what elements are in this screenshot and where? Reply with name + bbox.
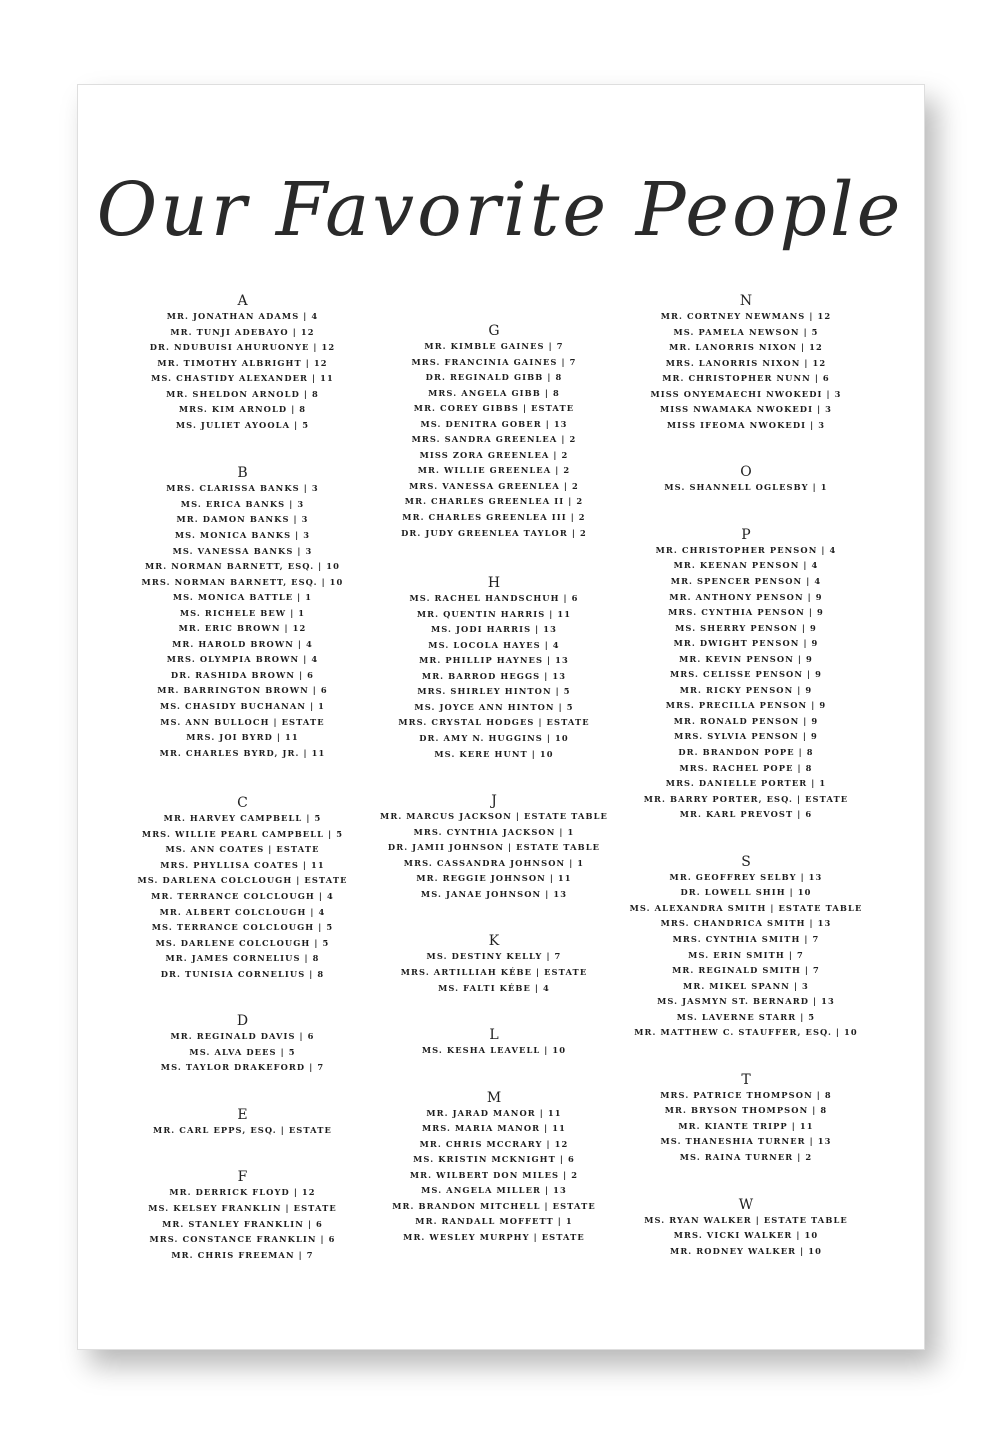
guest-entry: MR. MIKEL SPANN | 3 — [683, 980, 809, 991]
guest-entry: MR. SPENCER PENSON | 4 — [670, 576, 822, 587]
guest-entry: MR. WILBERT DON MILES | 2 — [409, 1169, 579, 1180]
column-right — [625, 293, 867, 1259]
group-letter: P — [741, 526, 751, 543]
guest-entry: MR. JONATHAN ADAMS | 4 — [166, 311, 319, 321]
group-m — [370, 1090, 618, 1246]
guest-entry: MS. ALVA DEES | 5 — [189, 1046, 296, 1057]
guest-entry: MRS. SANDRA GREENLEA | 2 — [411, 434, 577, 445]
guest-entry: MR. JAMES CORNELIUS | 8 — [165, 953, 320, 964]
guest-entry: MR. KIMBLE GAINES | 7 — [424, 341, 564, 351]
guest-entry: MR. REGINALD SMITH | 7 — [672, 965, 820, 976]
guest-entry: MRS. RACHEL POPE | 8 — [679, 762, 813, 773]
guest-entry: MRS. VANESSA GREENLEA | 2 — [409, 480, 579, 491]
guest-entry: MS. RYAN WALKER | ESTATE TABLE — [644, 1214, 848, 1225]
guest-entry: MS. DARLENE COLCLOUGH | 5 — [155, 937, 330, 948]
guest-entry: MS. JULIET AYOOLA | 5 — [175, 419, 310, 430]
group-g — [370, 323, 618, 541]
guest-entry: MISS ONYEMAECHI NWOKEDI | 3 — [650, 388, 842, 399]
guest-entry: MS. KESHA LEAVELL | 10 — [421, 1045, 567, 1056]
group-b — [120, 465, 365, 761]
guest-entry: MR. RONALD PENSON | 9 — [673, 715, 819, 726]
guest-entry: MRS. LANORRIS NIXON | 12 — [665, 357, 827, 368]
guest-entry: MRS. PATRICE THOMPSON | 8 — [660, 1089, 832, 1100]
group-h — [370, 575, 618, 762]
guest-entry: MS. PAMELA NEWSON | 5 — [673, 326, 819, 337]
guest-entry: MR. WESLEY MURPHY | ESTATE — [403, 1231, 585, 1242]
guest-entry: MS. ANN COATES | ESTATE — [165, 844, 320, 855]
guest-entry: MR. STANLEY FRANKLIN | 6 — [162, 1218, 323, 1229]
guest-entry: MR. DWIGHT PENSON | 9 — [673, 638, 819, 649]
guest-entry: MR. BRYSON THOMPSON | 8 — [664, 1105, 828, 1116]
group-t — [625, 1072, 867, 1166]
guest-entry: DR. AMY N. HUGGINS | 10 — [419, 733, 569, 744]
group-a — [120, 293, 365, 433]
guest-entry: MR. BRANDON MITCHELL | ESTATE — [392, 1200, 596, 1211]
group-letter: A — [237, 293, 248, 309]
guest-entry: DR. TUNISIA CORNELIUS | 8 — [160, 968, 325, 979]
guest-entry: MRS. VICKI WALKER | 10 — [673, 1230, 819, 1241]
group-letter: T — [741, 1071, 751, 1088]
group-letter: W — [738, 1196, 754, 1213]
guest-entry: DR. REGINALD GIBB | 8 — [425, 372, 563, 383]
guest-entry: MS. RACHEL HANDSCHUH | 6 — [409, 593, 579, 604]
guest-entry: MRS. OLYMPIA BROWN | 4 — [166, 654, 319, 665]
guest-entry: DR. JUDY GREENLEA TAYLOR | 2 — [401, 527, 587, 538]
guest-entry: MS. ERICA BANKS | 3 — [180, 498, 305, 509]
column-left — [120, 293, 365, 1263]
group-e — [120, 1107, 365, 1139]
guest-entry: MS. ANGELA MILLER | 13 — [421, 1185, 567, 1196]
guest-entry: MS. SHANNELL OGLESBY | 1 — [664, 482, 828, 493]
guest-entry: MRS. ANGELA GIBB | 8 — [428, 387, 560, 398]
guest-entry: MS. SHERRY PENSON | 9 — [675, 622, 817, 633]
guest-entry: MR. RODNEY WALKER | 10 — [670, 1245, 822, 1256]
group-letter: K — [488, 933, 500, 950]
guest-entry: MR. BARRY PORTER, ESQ. | ESTATE — [643, 793, 849, 804]
group-d — [120, 1013, 365, 1076]
guest-entry: MR. COREY GIBBS | ESTATE — [413, 403, 575, 414]
guest-entry: MS. ERIN SMITH | 7 — [688, 949, 804, 960]
guest-entry: MS. MONICA BATTLE | 1 — [172, 592, 313, 603]
group-letter: M — [486, 1089, 502, 1106]
group-letter: E — [237, 1106, 248, 1123]
guest-entry: MS. RICHELE BEW | 1 — [179, 607, 306, 618]
guest-entry: MR. REGINALD DAVIS | 6 — [170, 1031, 315, 1042]
guest-entry: MRS. CASSANDRA JOHNSON | 1 — [403, 857, 585, 868]
guest-entry: MR. WILLIE GREENLEA | 2 — [417, 465, 571, 476]
guest-entry: MS. KELSEY FRANKLIN | ESTATE — [148, 1202, 337, 1213]
guest-entry: MS. THANESHIA TURNER | 13 — [660, 1136, 832, 1147]
guest-entry: MR. MARCUS JACKSON | ESTATE TABLE — [380, 811, 608, 822]
guest-entry: MR. HAROLD BROWN | 4 — [172, 638, 313, 649]
guest-entry: MRS. KIM ARNOLD | 8 — [178, 404, 307, 415]
guest-entry: MRS. DANIELLE PORTER | 1 — [665, 778, 827, 789]
guest-entry: MR. KEENAN PENSON | 4 — [673, 560, 819, 571]
guest-entry: MRS. NORMAN BARNETT, ESQ. | 10 — [141, 576, 344, 587]
group-j — [370, 793, 618, 902]
guest-entry: MR. CHRISTOPHER NUNN | 6 — [662, 373, 830, 384]
guest-entry: MR. KEVIN PENSON | 9 — [679, 653, 813, 664]
guest-entry: MR. CHARLES BYRD, JR. | 11 — [159, 747, 326, 758]
guest-entry: MR. CHARLES GREENLEA II | 2 — [404, 496, 584, 507]
guest-entry: MR. DERRICK FLOYD | 12 — [169, 1187, 316, 1198]
guest-entry: MS. TERRANCE COLCLOUGH | 5 — [151, 922, 334, 933]
guest-entry: MR. RICKY PENSON | 9 — [679, 684, 813, 695]
guest-entry: MS. DENITRA GOBER | 13 — [420, 418, 568, 429]
guest-entry: MS. LOCOLA HAYES | 4 — [428, 639, 560, 650]
group-letter: G — [488, 323, 500, 339]
guest-entry: MR. CARL EPPS, ESQ. | ESTATE — [153, 1124, 332, 1135]
guest-entry: MRS. CELISSE PENSON | 9 — [669, 669, 823, 680]
guest-entry: MS. JODI HARRIS | 13 — [430, 624, 558, 635]
group-letter: D — [236, 1013, 249, 1030]
group-letter: B — [237, 465, 248, 482]
group-w — [625, 1197, 867, 1260]
guest-entry: MR. TIMOTHY ALBRIGHT | 12 — [157, 357, 328, 368]
group-letter: O — [740, 464, 752, 481]
guest-entry: MS. JANAE JOHNSON | 13 — [420, 888, 568, 899]
guest-entry: MR. ANTHONY PENSON | 9 — [669, 591, 823, 602]
guest-entry: MR. LANORRIS NIXON | 12 — [669, 342, 823, 353]
guest-entry: MS. CHASTIDY ALEXANDER | 11 — [151, 373, 334, 384]
group-letter: C — [237, 795, 248, 812]
guest-entry: MS. LAVERNE STARR | 5 — [676, 1011, 816, 1022]
guest-entry: MRS. JOI BYRD | 11 — [186, 732, 299, 743]
guest-entry: MS. TAYLOR DRAKEFORD | 7 — [160, 1062, 325, 1073]
guest-entry: MRS. CHANDRICA SMITH | 13 — [660, 918, 832, 929]
guest-entry: MRS. CONSTANCE FRANKLIN | 6 — [149, 1234, 336, 1245]
guest-entry: MR. CORTNEY NEWMANS | 12 — [660, 311, 832, 321]
guest-entry: MRS. MARIA MANOR | 11 — [421, 1123, 567, 1134]
guest-entry: MR. CHARLES GREENLEA III | 2 — [402, 512, 586, 523]
guest-entry: MR. BARRINGTON BROWN | 6 — [157, 685, 328, 696]
guest-entry: MR. HARVEY CAMPBELL | 5 — [163, 813, 322, 824]
column-middle — [370, 323, 618, 1246]
guest-entry: MR. QUENTIN HARRIS | 11 — [416, 608, 572, 619]
guest-entry: MR. ALBERT COLCLOUGH | 4 — [159, 906, 326, 917]
guest-entry: MR. DAMON BANKS | 3 — [176, 514, 309, 525]
guest-entry: MRS. SYLVIA PENSON | 9 — [674, 731, 818, 742]
guest-entry: MR. TERRANCE COLCLOUGH | 4 — [151, 890, 334, 901]
guest-entry: MR. MATTHEW C. STAUFFER, ESQ. | 10 — [634, 1027, 858, 1038]
guest-entry: DR. JAMII JOHNSON | ESTATE TABLE — [387, 842, 601, 853]
guest-entry: MR. CHRISTOPHER PENSON | 4 — [655, 544, 837, 555]
group-n — [625, 293, 867, 433]
guest-entry: MRS. WILLIE PEARL CAMPBELL | 5 — [141, 828, 344, 839]
guest-entry: MS. JOYCE ANN HINTON | 5 — [414, 701, 574, 712]
guest-entry: DR. LOWELL SHIH | 10 — [680, 887, 812, 898]
guest-entry: MS. MONICA BANKS | 3 — [174, 530, 311, 541]
group-letter: J — [491, 793, 497, 810]
guest-entry: MR. SHELDON ARNOLD | 8 — [166, 388, 319, 399]
guest-entry: MRS. PRECILLA PENSON | 9 — [665, 700, 827, 711]
page-title: Our Favorite People — [96, 167, 904, 253]
guest-entry: MRS. CYNTHIA JACKSON | 1 — [413, 826, 575, 837]
guest-entry: DR. RASHIDA BROWN | 6 — [170, 669, 315, 680]
guest-entry: MRS. CYNTHIA PENSON | 9 — [668, 607, 824, 618]
guest-entry: MS. ALEXANDRA SMITH | ESTATE TABLE — [629, 902, 863, 913]
guest-entry: MR. ERIC BROWN | 12 — [178, 623, 307, 634]
guest-entry: DR. BRANDON POPE | 8 — [678, 747, 814, 758]
group-letter: F — [237, 1169, 248, 1186]
guest-entry: MRS. ARTILLIAH KÉBE | ESTATE — [400, 966, 588, 977]
group-letter: N — [739, 293, 753, 309]
guest-entry: MS. KERE HUNT | 10 — [434, 748, 554, 759]
guest-entry: MRS. CLARISSA BANKS | 3 — [166, 483, 319, 494]
group-letter: H — [487, 575, 501, 592]
guest-entry: MR. NORMAN BARNETT, ESQ. | 10 — [144, 561, 341, 572]
guest-entry: MS. DARLENA COLCLOUGH | ESTATE — [137, 875, 348, 886]
guest-entry: MR. BARROD HEGGS | 13 — [421, 670, 567, 681]
group-letter: S — [741, 853, 751, 870]
guest-entry: MRS. CYNTHIA SMITH | 7 — [672, 933, 820, 944]
guest-entry: MR. KARL PREVOST | 6 — [679, 809, 813, 820]
guest-entry: MISS ZORA GREENLEA | 2 — [419, 449, 569, 460]
group-s — [625, 854, 867, 1041]
group-f — [120, 1169, 365, 1263]
guest-entry: MS. DESTINY KELLY | 7 — [426, 951, 562, 962]
guest-entry: MS. KRISTIN MCKNIGHT | 6 — [413, 1154, 575, 1165]
group-l — [370, 1027, 618, 1059]
group-o — [625, 464, 867, 496]
group-p — [625, 527, 867, 823]
guest-entry: MRS. SHIRLEY HINTON | 5 — [417, 686, 571, 697]
guest-entry: MS. RAINA TURNER | 2 — [679, 1151, 813, 1162]
guest-entry: MRS. PHYLLISA COATES | 11 — [160, 859, 325, 870]
group-c — [120, 795, 365, 982]
guest-entry: MS. CHASIDY BUCHANAN | 1 — [159, 701, 326, 712]
guest-entry: MR. RANDALL MOFFETT | 1 — [415, 1216, 573, 1227]
guest-entry: MR. CHRIS MCCRARY | 12 — [419, 1138, 569, 1149]
guest-entry: MR. REGGIE JOHNSON | 11 — [416, 873, 572, 884]
guest-entry: MR. TUNJI ADEBAYO | 12 — [170, 326, 315, 337]
guest-entry: MR. KIANTE TRIPP | 11 — [678, 1120, 814, 1131]
guest-entry: MR. CHRIS FREEMAN | 7 — [171, 1249, 314, 1260]
group-k — [370, 933, 618, 996]
guest-entry: MS. VANESSA BANKS | 3 — [172, 545, 313, 556]
guest-entry: MRS. FRANCINIA GAINES | 7 — [411, 356, 577, 367]
guest-entry: MISS NWAMAKA NWOKEDI | 3 — [659, 404, 833, 415]
guest-entry: MISS IFEOMA NWOKEDI | 3 — [666, 419, 826, 430]
guest-entry: MR. PHILLIP HAYNES | 13 — [419, 655, 569, 666]
guest-entry: MR. GEOFFREY SELBY | 13 — [669, 871, 823, 882]
guest-entry: MRS. CRYSTAL HODGES | ESTATE — [398, 717, 590, 728]
guest-entry: MS. FALTI KÉBE | 4 — [438, 982, 550, 993]
guest-entry: MR. JARAD MANOR | 11 — [426, 1107, 562, 1118]
guest-entry: MS. JASMYN ST. BERNARD | 13 — [657, 996, 835, 1007]
guest-entry: DR. NDUBUISI AHURUONYE | 12 — [149, 342, 336, 353]
group-letter: L — [489, 1027, 499, 1044]
guest-entry: MS. ANN BULLOCH | ESTATE — [160, 716, 325, 727]
